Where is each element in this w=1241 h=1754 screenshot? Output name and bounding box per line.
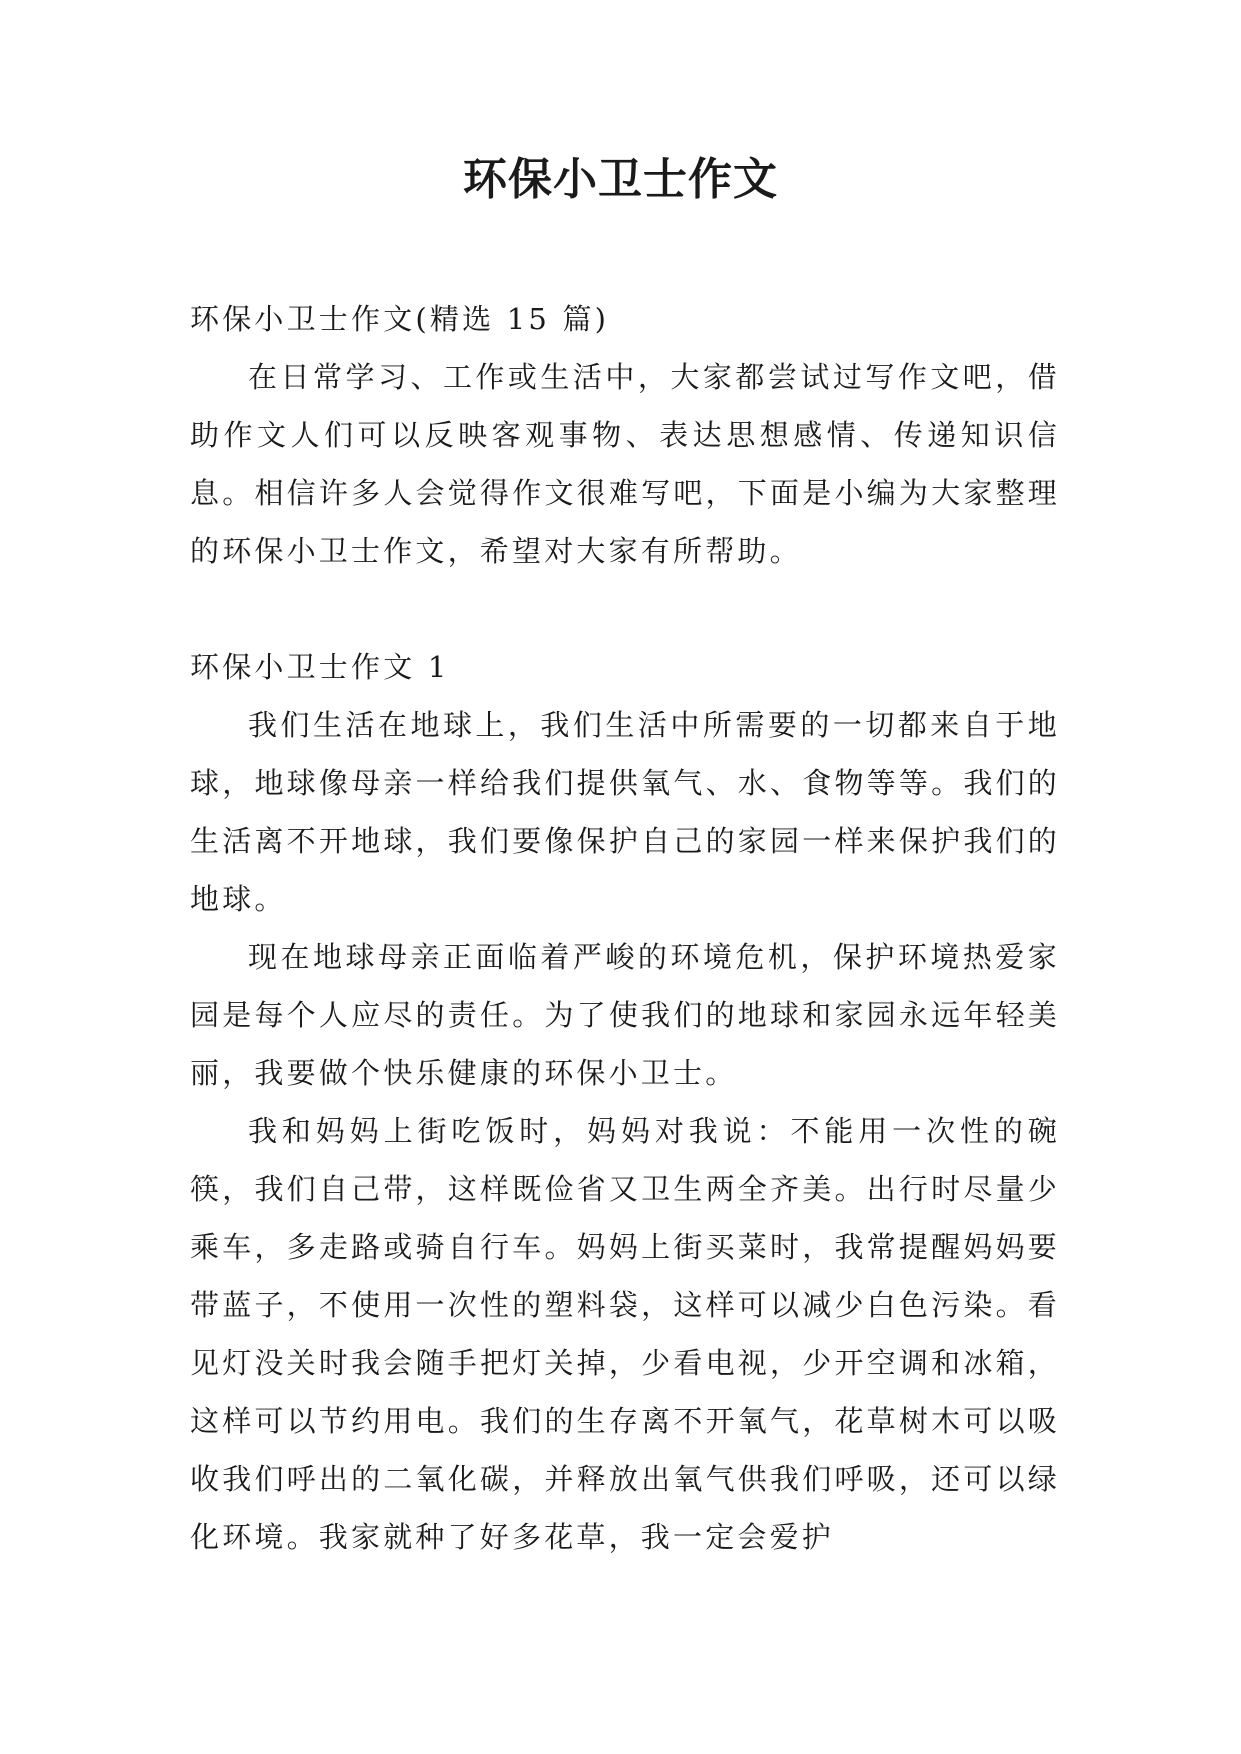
section-heading: 环保小卫士作文 1 xyxy=(190,650,450,684)
body-paragraph: 我和妈妈上街吃饭时，妈妈对我说：不能用一次性的碗筷，我们自己带，这样既俭省又卫生两全齐美。出行时尽量少乘车，多走路或骑自行车。妈妈上街买菜时，我常提醒妈妈要带蓝子，不使用一次性的塑料袋，这样可以减少白色污染。看见灯没关时我会随手把灯关掉，少看电视，少开空调和冰箱，这样可以节约用电。我们的生存离不开氧气，花草树木可以吸收我们呼出的二氧化碳，并释放出氧气供我们呼吸，还可以绿化环境。我家就种了好多花草，我一定会爱护 xyxy=(190,1114,1060,1554)
intro-paragraph: 在日常学习、工作或生活中，大家都尝试过写作文吧，借助作文人们可以反映客观事物、表达思想感情、传递知识信息。相信许多人会觉得作文很难写吧，下面是小编为大家整理的环保小卫士作文，希望对大家有所帮助。 xyxy=(190,360,1060,568)
document-body xyxy=(190,290,1060,1566)
document-subtitle: 环保小卫士作文(精选 15 篇) xyxy=(190,302,610,336)
body-paragraph: 我们生活在地球上，我们生活中所需要的一切都来自于地球，地球像母亲一样给我们提供氧气、水、食物等等。我们的生活离不开地球，我们要像保护自己的家园一样来保护我们的地球。 xyxy=(190,708,1060,916)
section-spacer xyxy=(190,580,1060,638)
body-paragraph: 现在地球母亲正面临着严峻的环境危机，保护环境热爱家园是每个人应尽的责任。为了使我们的地球和家园永远年轻美丽，我要做个快乐健康的环保小卫士。 xyxy=(190,940,1060,1090)
page-title: 环保小卫士作文 xyxy=(463,154,778,205)
